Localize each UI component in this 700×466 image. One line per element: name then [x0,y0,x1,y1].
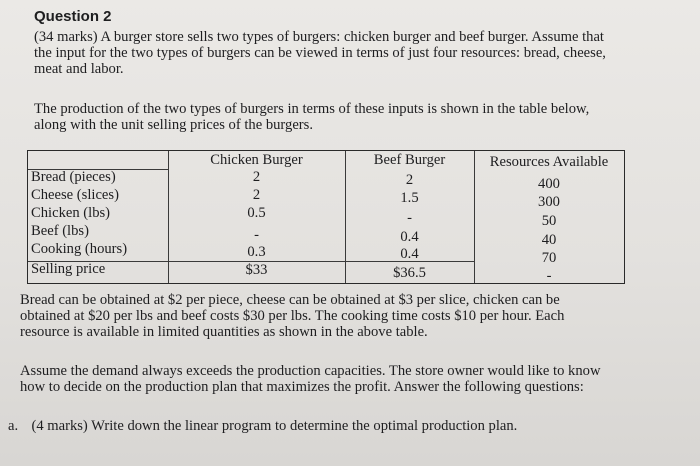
row-label: Cooking (hours) [31,241,128,257]
production-paragraph [34,101,589,133]
table-header-chicken: Chicken Burger [210,152,303,168]
available-cell: 40 [541,232,557,248]
table-header-resources: Resources Available [489,154,609,170]
chicken-cell: $33 [245,262,268,278]
part-a-text: (4 marks) Write down the linear program to determine the optimal production plan. [31,418,518,434]
demand-line: how to decide on the production plan that maximizes the profit. Answer the following questions: [20,379,584,395]
costs-line: resource is available in limited quantities as shown in the above table. [20,324,428,340]
intro-line: meat and labor. [34,61,124,77]
beef-cell: 2 [405,172,414,188]
demand-line: Assume the demand always exceeds the production capacities. The store owner would like to know [20,363,601,379]
available-cell: - [546,268,552,284]
demand-paragraph [20,363,600,395]
intro-paragraph [34,29,606,77]
intro-line: the input for the two types of burgers can be viewed in terms of just four resources: bread, cheese, [34,45,606,61]
chicken-cell: 0.3 [247,244,266,260]
available-cell: 300 [538,194,560,210]
part-a-marker: a. [8,418,19,434]
beef-cell: 1.5 [400,190,419,206]
costs-line: obtained at $20 per lbs and beef costs $30 per lbs. The cooking time costs $10 per hour. Each [20,308,565,324]
row-label: Bread (pieces) [31,169,116,185]
production-line: along with the unit selling prices of the burgers. [34,117,313,133]
beef-cell: - [407,210,412,226]
intro-line: (34 marks) A burger store sells two types of burgers: chicken burger and beef burger. Assume that [34,29,604,45]
available-cell: 400 [538,176,560,192]
table-header-beef: Beef Burger [373,152,446,168]
production-line: The production of the two types of burgers in terms of these inputs is shown in the table below, [34,101,590,117]
beef-cell: 0.4 [400,229,419,245]
costs-line: Bread can be obtained at $2 per piece, cheese can be obtained at $3 per slice, chicken can be [20,292,560,308]
chicken-cell: 2 [252,187,261,203]
row-label: Beef (lbs) [31,223,89,239]
chicken-cell: 0.5 [247,205,266,221]
beef-cell: $36.5 [393,265,426,281]
part-a-question [8,418,517,434]
chicken-cell: 2 [252,169,261,185]
production-table [27,150,625,284]
row-label: Chicken (lbs) [31,205,111,221]
row-label: Cheese (slices) [31,187,119,203]
chicken-cell: - [254,227,259,243]
question-title: Question 2 [34,8,112,25]
beef-cell: 0.4 [400,246,419,262]
costs-paragraph [20,292,564,340]
row-label: Selling price [31,261,106,277]
available-cell: 70 [541,250,557,266]
available-cell: 50 [541,213,557,229]
